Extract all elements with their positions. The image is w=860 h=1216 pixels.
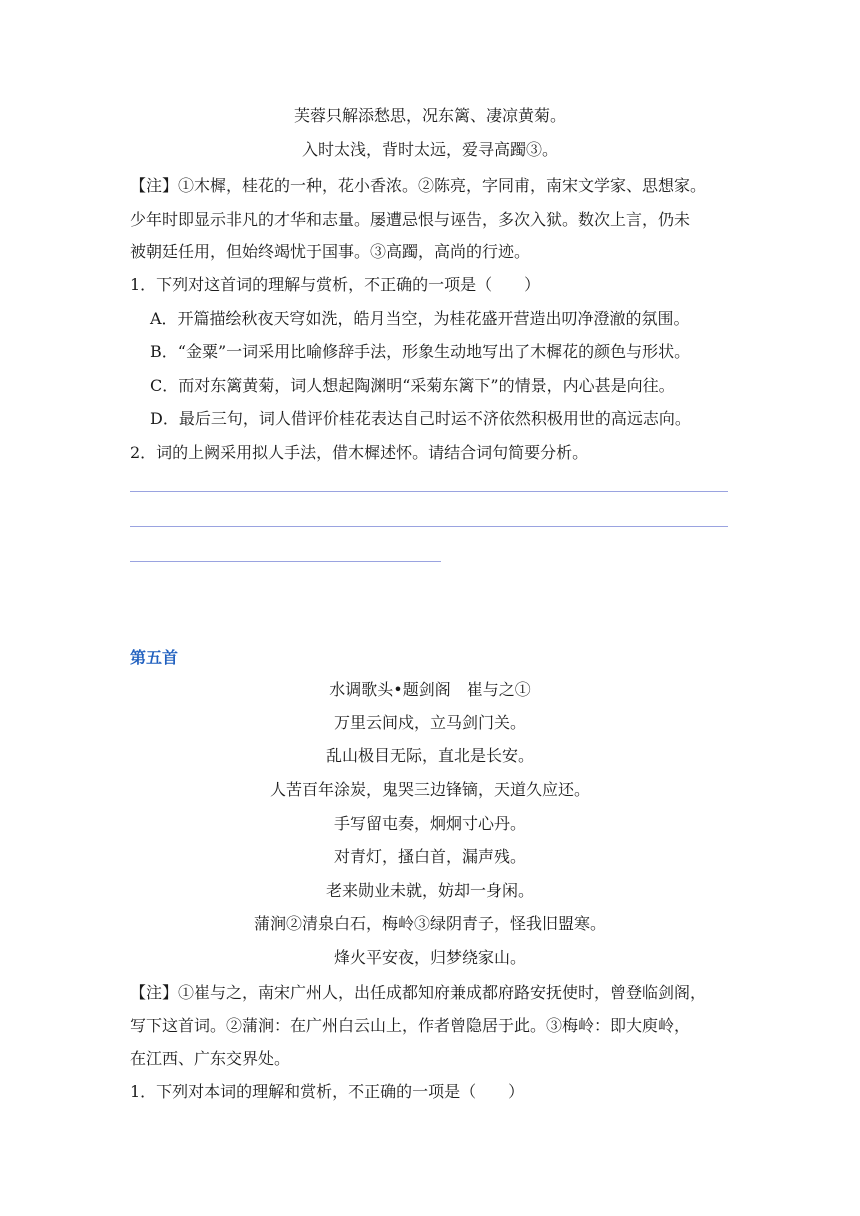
poem5-line-5: 对青灯，搔白首，漏声残。 [333,847,526,866]
poem4-option-d: D．最后三句，词人借评价桂花表达自己时运不济依然积极用世的高远志向。 [150,409,691,428]
poem5-line-2: 乱山极目无际，直北是长安。 [325,746,534,765]
poem4-line-1: 芙蓉只解添愁思，况东篱、凄凉黄菊。 [293,106,566,125]
poem4-question-2: 2．词的上阙采用拟人手法，借木樨述怀。请结合词句简要分析。 [130,443,589,462]
poem4-line-2: 入时太浅，背时太远，爱寻高躅③。 [301,140,558,159]
poem4-option-b: B．“金粟”一词采用比喻修辞手法，形象生动地写出了木樨花的颜色与形状。 [150,342,691,361]
poem4-option-c: C．而对东篱黄菊，词人想起陶渊明“采菊东篱下”的情景，内心甚是向往。 [150,376,675,395]
poem5-line-1: 万里云间戍，立马剑门关。 [333,713,526,732]
poem4-option-a: A．开篇描绘秋夜天穹如洗，皓月当空，为桂花盛开营造出叨净澄澈的氛围。 [150,309,690,328]
poem5-line-3: 人苦百年涂炭，鬼哭三边锋镝，天道久应还。 [269,780,590,799]
poem5-line-6: 老来勋业未就，妨却一身闲。 [325,881,534,900]
poem5-note-line-2: 写下这首词。②蒲涧：在广州白云山上，作者曾隐居于此。③梅岭：即大庾岭， [130,1016,691,1035]
poem5-note-line-3: 在江西、广东交界处。 [130,1049,291,1068]
poem5-line-8: 烽火平安夜，归梦绕家山。 [333,948,526,967]
poem5-title: 水调歌头•题剑阁 崔与之① [329,680,531,699]
poem5-note-line-1: 【注】①崔与之，南宋广州人，出任成都知府兼成都府路安抚使时，曾登临剑阁， [130,983,707,1002]
answer-line-3 [130,561,441,562]
poem4-question-1: 1．下列对这首词的理解与赏析，不正确的一项是（ ） [130,275,541,294]
poem4-note-line-1: 【注】①木樨，桂花的一种，花小香浓。②陈亮，字同甫，南宋文学家、思想家。 [130,176,707,195]
answer-line-1 [130,491,728,492]
answer-line-2 [130,526,728,527]
poem4-note-line-2: 少年时即显示非凡的才华和志量。屡遭忌恨与诬告，多次入狱。数次上言，仍未 [130,210,691,229]
poem5-line-7: 蒲涧②清泉白石，梅岭③绿阴青子，怪我旧盟寒。 [253,914,606,933]
poem5-question-1: 1．下列对本词的理解和赏析，不正确的一项是（ ） [130,1082,525,1101]
poem5-heading: 第五首 [130,648,179,667]
poem5-line-4: 手写留屯奏，炯炯寸心丹。 [333,814,526,833]
poem4-note-line-3: 被朝廷任用，但始终竭忧于国事。③高躅，高尚的行迹。 [130,242,531,261]
